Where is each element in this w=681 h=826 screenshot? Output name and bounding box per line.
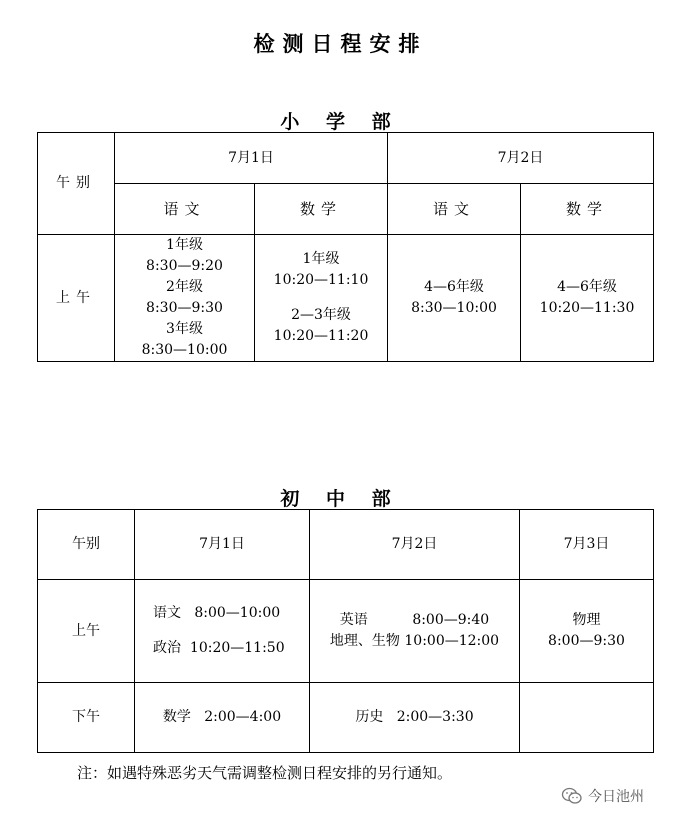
page-title: 检测日程安排: [253, 31, 428, 56]
subject-header: 语文: [115, 184, 255, 235]
date-header: 7月1日: [135, 510, 310, 580]
row-label: 上午: [56, 289, 96, 306]
schedule-cell: 4—6年级 8:30—10:00: [388, 235, 521, 362]
date-header: 7月1日: [115, 133, 388, 184]
empty-cell: [520, 683, 654, 753]
schedule-cell: 1年级 10:20—11:10 2—3年级 10:20—11:20: [255, 235, 388, 362]
junior-section-title: 初 中 部: [280, 488, 401, 510]
subject-header: 数学: [521, 184, 654, 235]
primary-section-title: 小 学 部: [280, 111, 401, 133]
schedule-cell: 4—6年级 10:20—11:30: [521, 235, 654, 362]
watermark-text: 今日池州: [588, 789, 644, 805]
row-header-cell: [38, 133, 115, 235]
schedule-cell: 历史 2:00—3:30: [310, 683, 520, 753]
schedule-cell: 数学 2:00—4:00: [135, 683, 310, 753]
row-header-label: 午别: [56, 175, 96, 191]
schedule-cell: 英语 8:00—9:40 地理、生物 10:00—12:00: [310, 580, 520, 683]
row-label: 下午: [38, 683, 135, 753]
row-header-cell: 午别: [38, 510, 135, 580]
date-header: 7月2日: [388, 133, 654, 184]
footnote: 注：如遇特殊恶劣天气需调整检测日程安排的另行通知。: [77, 764, 453, 782]
watermark: [561, 786, 644, 806]
wechat-icon: [561, 787, 583, 805]
date-header: 7月3日: [520, 510, 654, 580]
schedule-cell: 物理 8:00—9:30: [520, 580, 654, 683]
row-label-cell: [38, 235, 115, 362]
subject-header: 数学: [255, 184, 388, 235]
schedule-cell: 1年级 8:30—9:20 2年级 8:30—9:30 3年级 8:30—10:00: [115, 235, 255, 362]
schedule-cell: 语文 8:00—10:00 政治 10:20—11:50: [135, 580, 310, 683]
date-header: 7月2日: [310, 510, 520, 580]
subject-header: 语文: [388, 184, 521, 235]
row-label: 上午: [38, 580, 135, 683]
junior-schedule-table: [37, 509, 654, 753]
primary-schedule-table: [37, 132, 654, 362]
